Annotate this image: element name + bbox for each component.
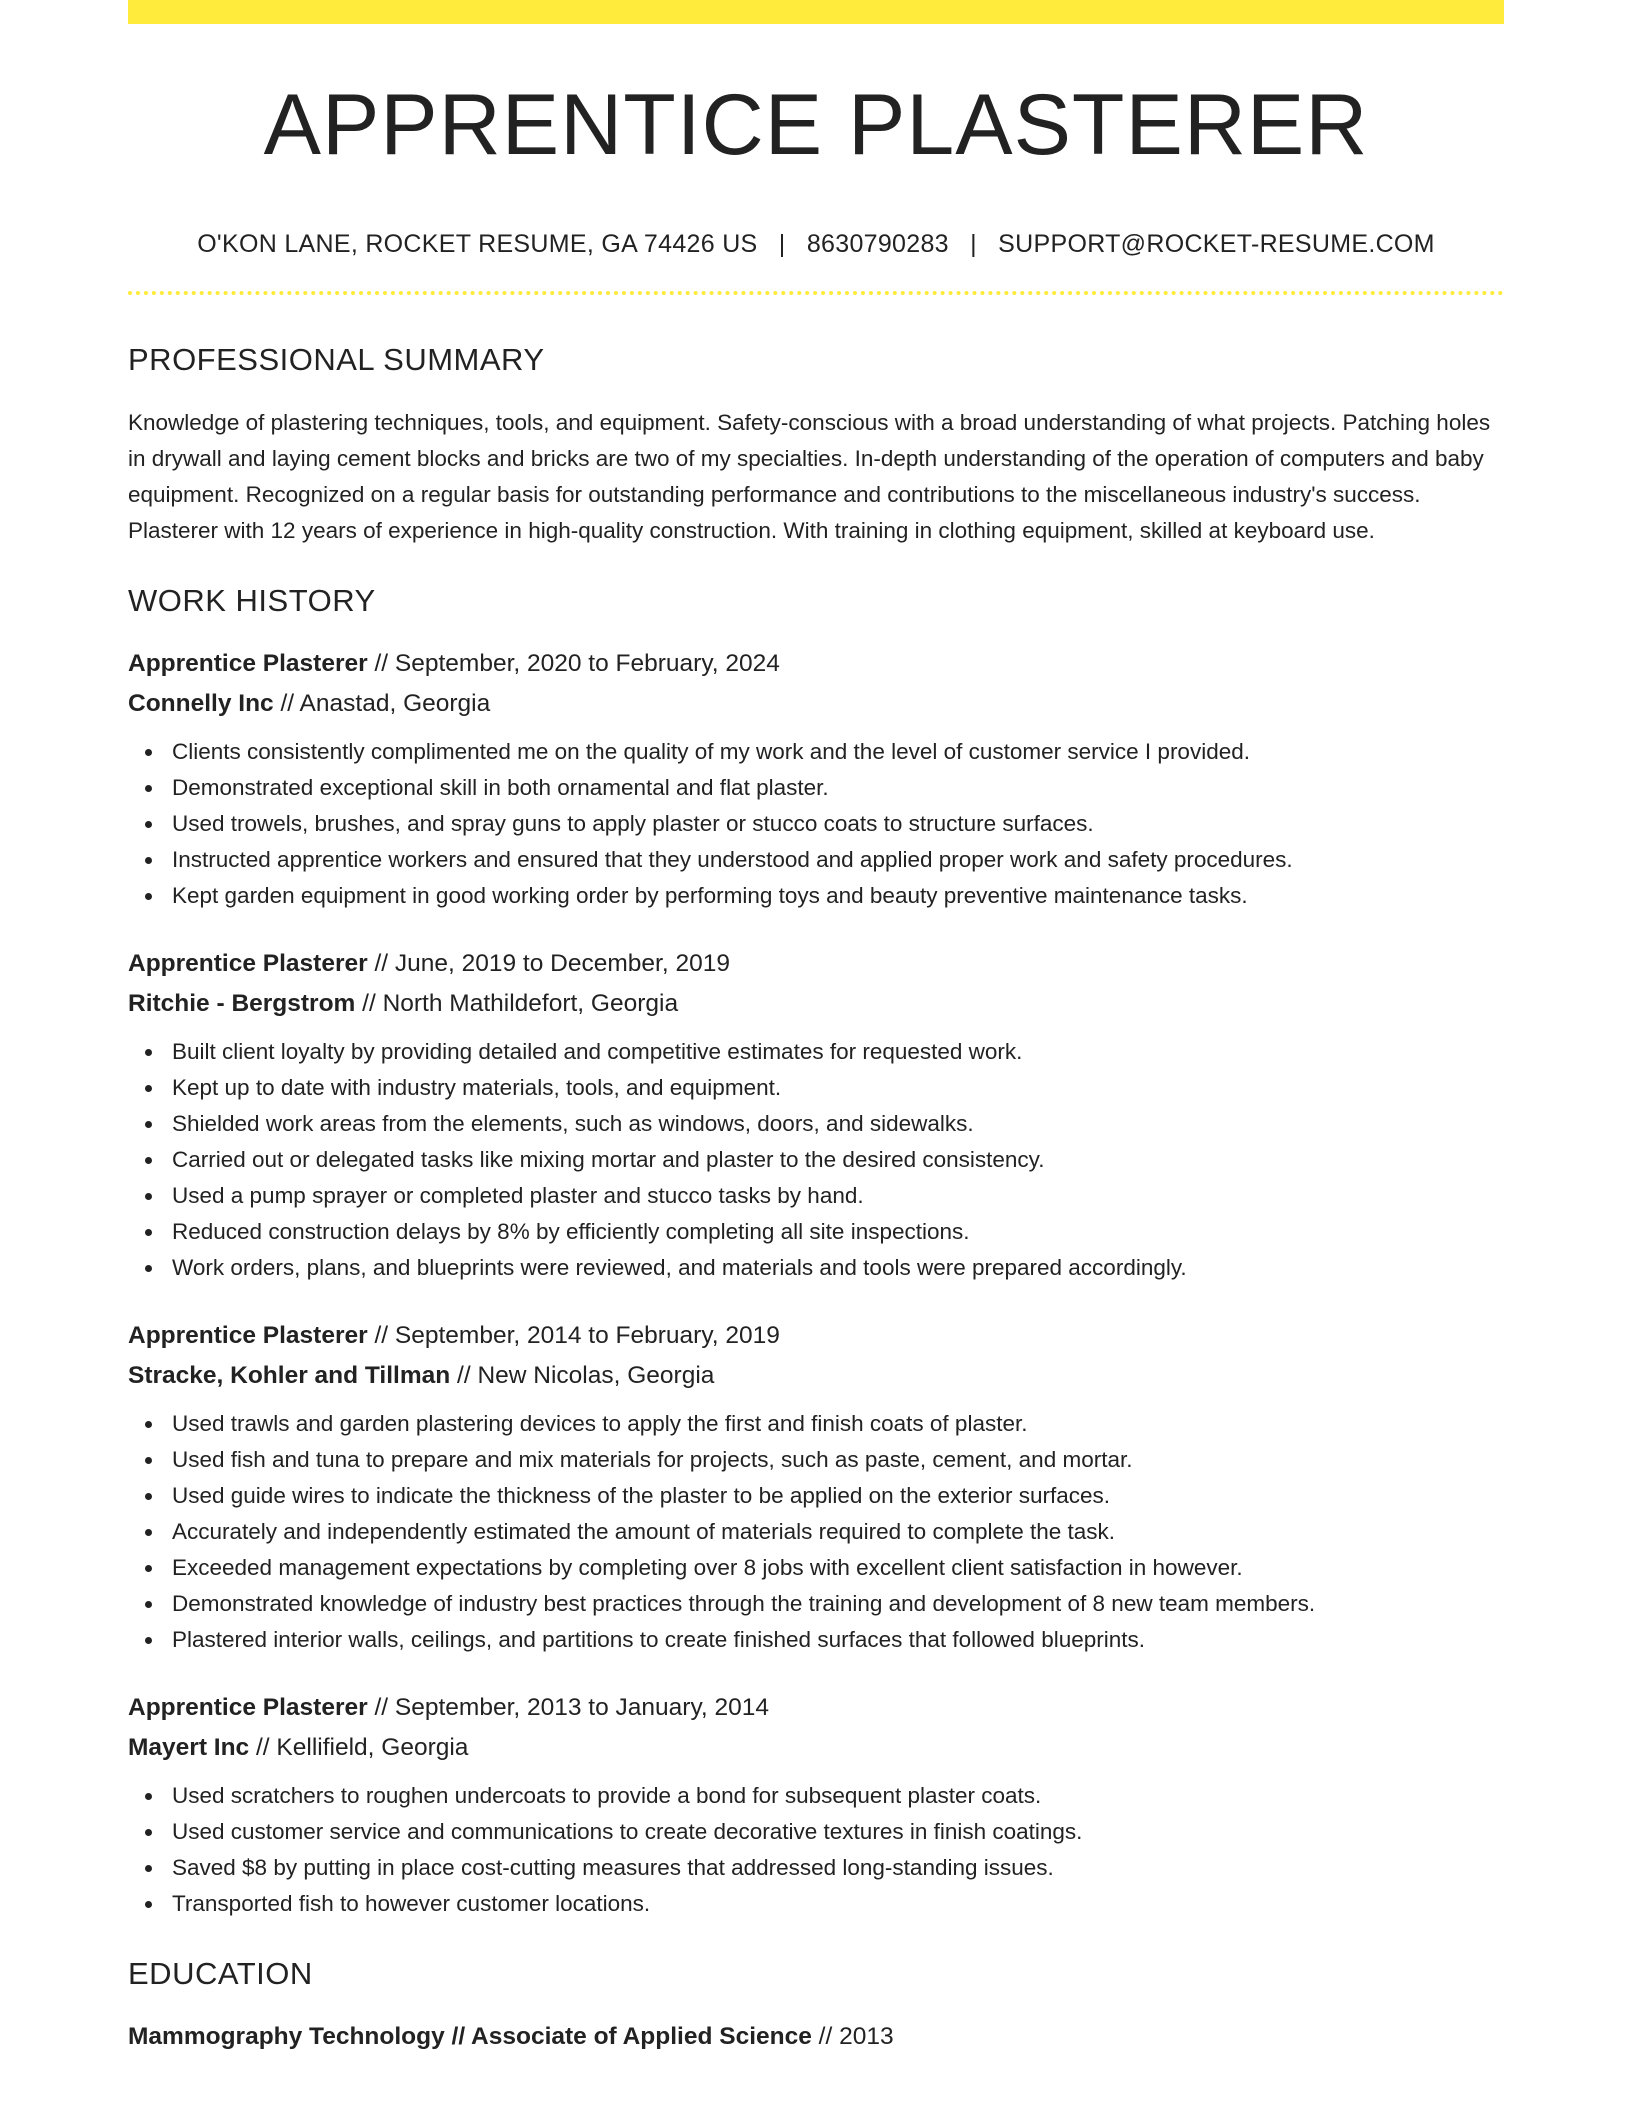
job-bullets [128, 1778, 1504, 1922]
job-company: Mayert Inc [128, 1734, 250, 1761]
job-location: // New Nicolas, Georgia [450, 1362, 715, 1389]
contact-phone: 8630790283 [806, 230, 949, 258]
job-bullet: Clients consistently complimented me on the quality of my work and the level of customer service I provided. [128, 734, 1504, 770]
contact-line [128, 232, 1504, 257]
job-bullet: Used a pump sprayer or completed plaster and stucco tasks by hand. [128, 1178, 1504, 1214]
job-dates: // September, 2014 to February, 2019 [367, 1322, 780, 1349]
job-company-line [128, 984, 1504, 1024]
job-title-line [128, 944, 1504, 984]
job-bullets [128, 1034, 1504, 1286]
job-entry [128, 1316, 1504, 1658]
job-bullet: Built client loyalty by providing detailed and competitive estimates for requested work. [128, 1034, 1504, 1070]
job-company: Stracke, Kohler and Tillman [128, 1362, 451, 1389]
summary-heading: PROFESSIONAL SUMMARY [128, 342, 545, 377]
top-accent-bar [128, 0, 1504, 24]
job-dates: // September, 2013 to January, 2014 [367, 1694, 769, 1721]
job-company-line [128, 1356, 1504, 1396]
job-title-line [128, 1316, 1504, 1356]
job-title: Apprentice Plasterer [128, 950, 368, 977]
job-bullets [128, 1406, 1504, 1658]
job-bullet: Carried out or delegated tasks like mixing mortar and plaster to the desired consistency. [128, 1142, 1504, 1178]
job-title: Apprentice Plasterer [128, 1694, 368, 1721]
job-dates: // June, 2019 to December, 2019 [367, 950, 730, 977]
resume-page [128, 0, 1504, 2057]
job-bullets [128, 734, 1504, 914]
job-bullet: Transported fish to however customer locations. [128, 1886, 1504, 1922]
job-location: // Kellifield, Georgia [249, 1734, 469, 1761]
job-company: Connelly Inc [128, 690, 274, 717]
education-program: Mammography Technology // Associate of Applied Science [128, 2023, 812, 2050]
job-bullet: Plastered interior walls, ceilings, and partitions to create finished surfaces that followed blueprints. [128, 1622, 1504, 1658]
job-entry [128, 1688, 1504, 1922]
job-company-line [128, 684, 1504, 724]
work-history-heading: WORK HISTORY [128, 583, 376, 618]
job-bullet: Kept garden equipment in good working order by performing toys and beauty preventive maintenance tasks. [128, 878, 1504, 914]
contact-address: O'KON LANE, ROCKET RESUME, GA 74426 US [197, 230, 758, 258]
job-bullet: Used fish and tuna to prepare and mix materials for projects, such as paste, cement, and mortar. [128, 1442, 1504, 1478]
job-bullet: Exceeded management expectations by completing over 8 jobs with excellent client satisfaction in however. [128, 1550, 1504, 1586]
education-entry [128, 2017, 1504, 2057]
job-title: Apprentice Plasterer [128, 1322, 368, 1349]
job-bullet: Demonstrated exceptional skill in both ornamental and flat plaster. [128, 770, 1504, 806]
job-entry [128, 644, 1504, 914]
contact-separator: | [970, 230, 977, 258]
job-bullet: Shielded work areas from the elements, such as windows, doors, and sidewalks. [128, 1106, 1504, 1142]
job-dates: // September, 2020 to February, 2024 [367, 650, 780, 677]
job-company: Ritchie - Bergstrom [128, 990, 356, 1017]
contact-separator: | [778, 230, 786, 258]
job-title: Apprentice Plasterer [128, 650, 368, 677]
job-title-line [128, 1688, 1504, 1728]
job-bullet: Used guide wires to indicate the thickness of the plaster to be applied on the exterior surfaces. [128, 1478, 1504, 1514]
job-bullet: Instructed apprentice workers and ensured that they understood and applied proper work and safety procedures. [128, 842, 1504, 878]
header-divider [128, 291, 1504, 295]
job-bullet: Saved $8 by putting in place cost-cutting measures that addressed long-standing issues. [128, 1850, 1504, 1886]
education-year: // 2013 [811, 2023, 894, 2050]
job-entry [128, 944, 1504, 1286]
job-company-line [128, 1728, 1504, 1768]
job-bullet: Reduced construction delays by 8% by efficiently completing all site inspections. [128, 1214, 1504, 1250]
job-bullet: Used scratchers to roughen undercoats to provide a bond for subsequent plaster coats. [128, 1778, 1504, 1814]
job-title-line [128, 644, 1504, 684]
education-heading: EDUCATION [128, 1956, 313, 1991]
job-bullet: Used trowels, brushes, and spray guns to apply plaster or stucco coats to structure surfaces. [128, 806, 1504, 842]
job-bullet: Used customer service and communications to create decorative textures in finish coatings. [128, 1814, 1504, 1850]
job-bullet: Kept up to date with industry materials, tools, and equipment. [128, 1070, 1504, 1106]
job-bullet: Demonstrated knowledge of industry best practices through the training and development of 8 new team members. [128, 1586, 1504, 1622]
job-bullet: Work orders, plans, and blueprints were reviewed, and materials and tools were prepared accordingly. [128, 1250, 1504, 1286]
resume-name: APPRENTICE PLASTERER [263, 77, 1369, 173]
summary-text: Knowledge of plastering techniques, tools, and equipment. Safety-conscious with a broad understanding of what projects. Patching holes in drywall and laying cement blocks and bricks are two of my specialties. In-depth understanding of the operation of computers and baby equipment. Recognized on a regular basis for outstanding performance and contributions to the miscellaneous industry's success. Plasterer with 12 years of experience in high-quality construction. With training in clothing equipment, skilled at keyboard use. [128, 410, 1491, 543]
contact-email: SUPPORT@ROCKET-RESUME.COM [998, 230, 1435, 258]
job-location: // North Mathildefort, Georgia [355, 990, 679, 1017]
job-bullet: Used trawls and garden plastering devices to apply the first and finish coats of plaster. [128, 1406, 1504, 1442]
job-bullet: Accurately and independently estimated the amount of materials required to complete the task. [128, 1514, 1504, 1550]
job-location: // Anastad, Georgia [273, 690, 491, 717]
